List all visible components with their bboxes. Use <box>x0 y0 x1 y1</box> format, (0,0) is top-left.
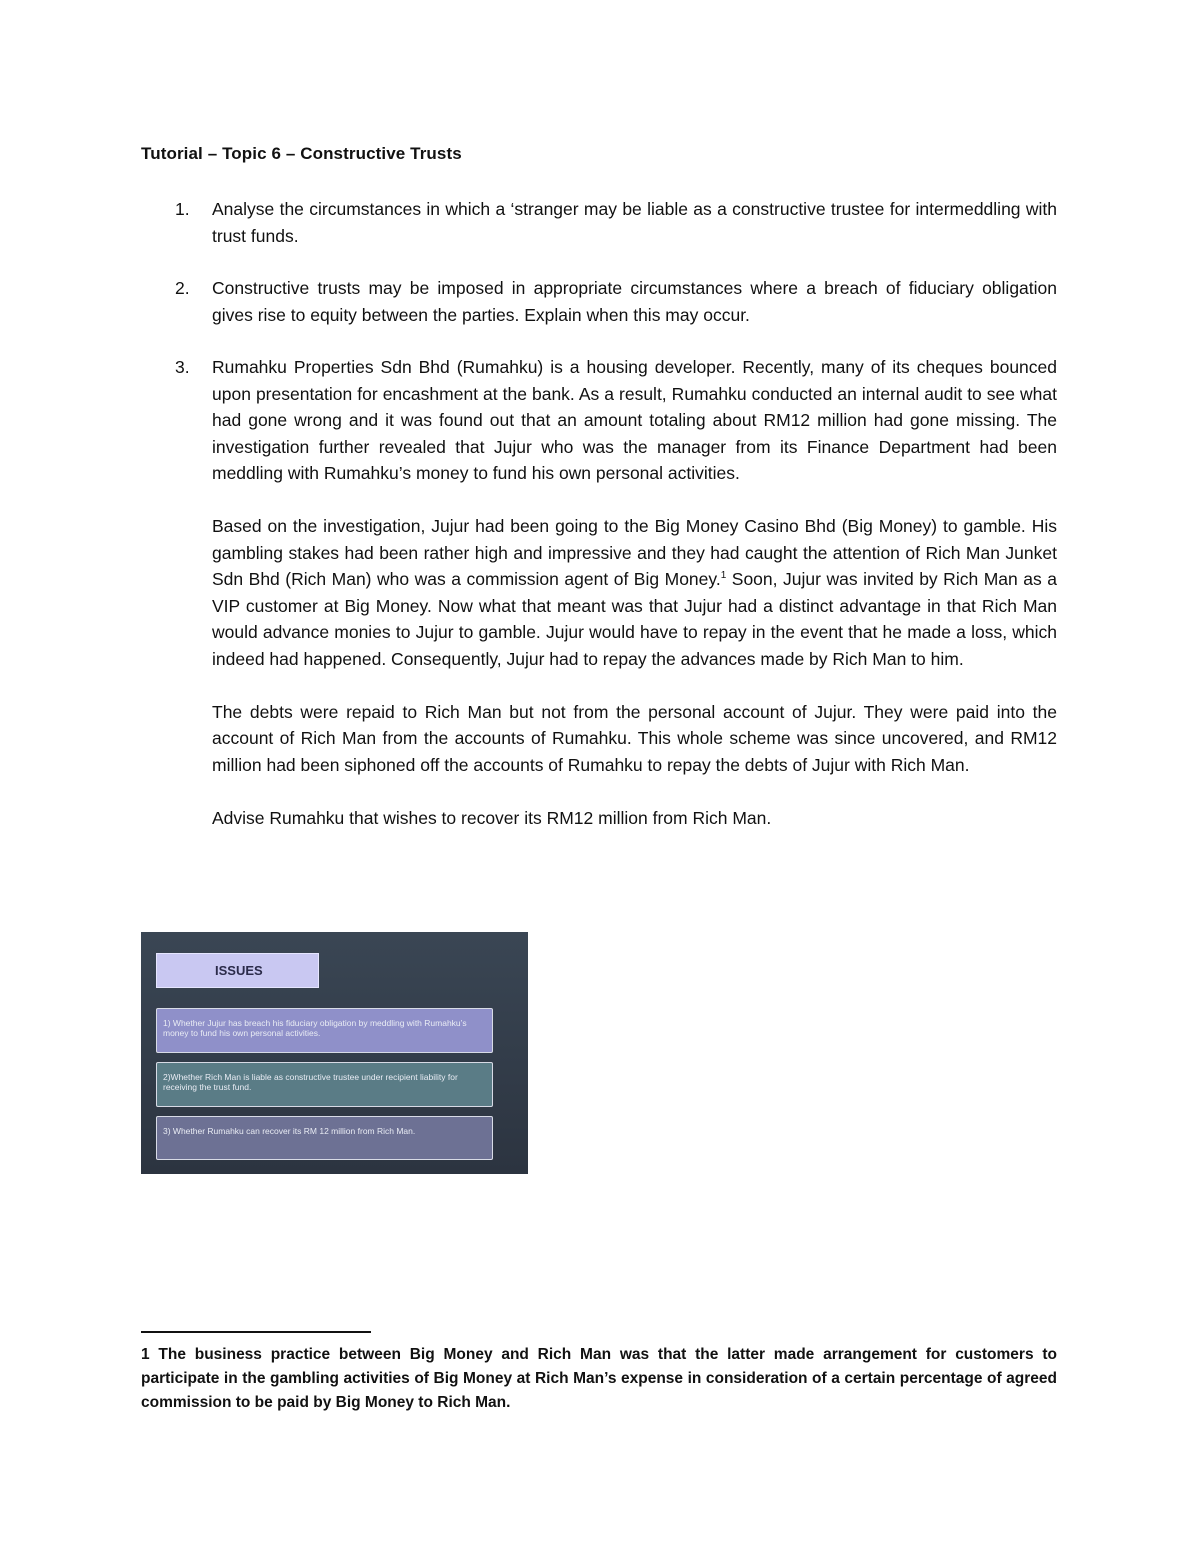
issue-box: 3) Whether Rumahku can recover its RM 12 million from Rich Man. <box>156 1116 493 1160</box>
footnote-ref[interactable]: 1 <box>720 570 727 582</box>
question-3 <box>141 354 1057 831</box>
question-2 <box>141 275 1057 328</box>
issues-heading-box <box>156 953 319 988</box>
question-paragraph: Rumahku Properties Sdn Bhd (Rumahku) is a housing developer. Recently, many of its cheques bounced upon presentation for encashment at the bank. As a result, Rumahku conducted an internal audit to see what had gone wrong and it was found out that an amount totaling about RM12 million had gone missing. The investigation further revealed that Jujur who was the manager from its Finance Department had been meddling with Rumahku’s money to fund his own personal activities. <box>212 357 1057 483</box>
issues-heading: ISSUES <box>215 963 263 978</box>
issue-box: 1) Whether Jujur has breach his fiduciary obligation by meddling with Rumahku’s money to fund his own personal activities. <box>156 1008 493 1053</box>
question-paragraph: The debts were repaid to Rich Man but not from the personal account of Jujur. They were paid into the account of Rich Man from the accounts of Rumahku. This whole scheme was since uncovered, and RM12 million had been siphoned off the accounts of Rumahku to repay the debts of Jujur with Rich Man. <box>212 701 1057 775</box>
question-number: 3. <box>175 357 190 377</box>
paragraph-text: Soon, Jujur was invited by Rich Man as a VIP customer at Big Money. Now what that meant was that Jujur had a distinct advantage in that Rich Man would advance monies to Jujur to gamble. Jujur would have to repay in the event that he made a loss, which indeed had happened. Consequently, Jujur had to repay the advances made by Rich Man to him. <box>212 569 1057 669</box>
issue-box: 2)Whether Rich Man is liable as constructive trustee under recipient liability for receiving the trust fund. <box>156 1062 493 1107</box>
footnote: 1 The business practice between Big Money and Rich Man was that the latter made arrangement for customers to participate in the gambling activities of Big Money at Rich Man’s expense in consideration of a certain percentage of agreed commission to be paid by Big Money to Rich Man. <box>141 1346 1057 1411</box>
question-paragraph <box>212 513 1057 672</box>
question-1 <box>141 196 1057 249</box>
question-text: Constructive trusts may be imposed in appropriate circumstances where a breach of fiduciary obligation gives rise to equity between the parties. Explain when this may occur. <box>212 278 1057 325</box>
issues-slide-image <box>141 932 528 1174</box>
question-text: Analyse the circumstances in which a ‘stranger may be liable as a constructive trustee for intermeddling with trust funds. <box>212 199 1057 246</box>
footnote-separator <box>141 1331 371 1333</box>
question-number: 1. <box>175 199 190 219</box>
page-title: Tutorial – Topic 6 – Constructive Trusts <box>141 144 462 163</box>
question-paragraph: Advise Rumahku that wishes to recover its RM12 million from Rich Man. <box>212 807 772 828</box>
question-number: 2. <box>175 278 190 298</box>
paragraph-text: Based on the investigation, Jujur had been going to the Big Money Casino Bhd (Big Money) to gamble. His gambling stakes had been rather high and impressive and they had caught the attention of Rich Man Junket Sdn Bhd (Rich Man) who was a commission agent of Big Money. <box>212 516 1057 589</box>
